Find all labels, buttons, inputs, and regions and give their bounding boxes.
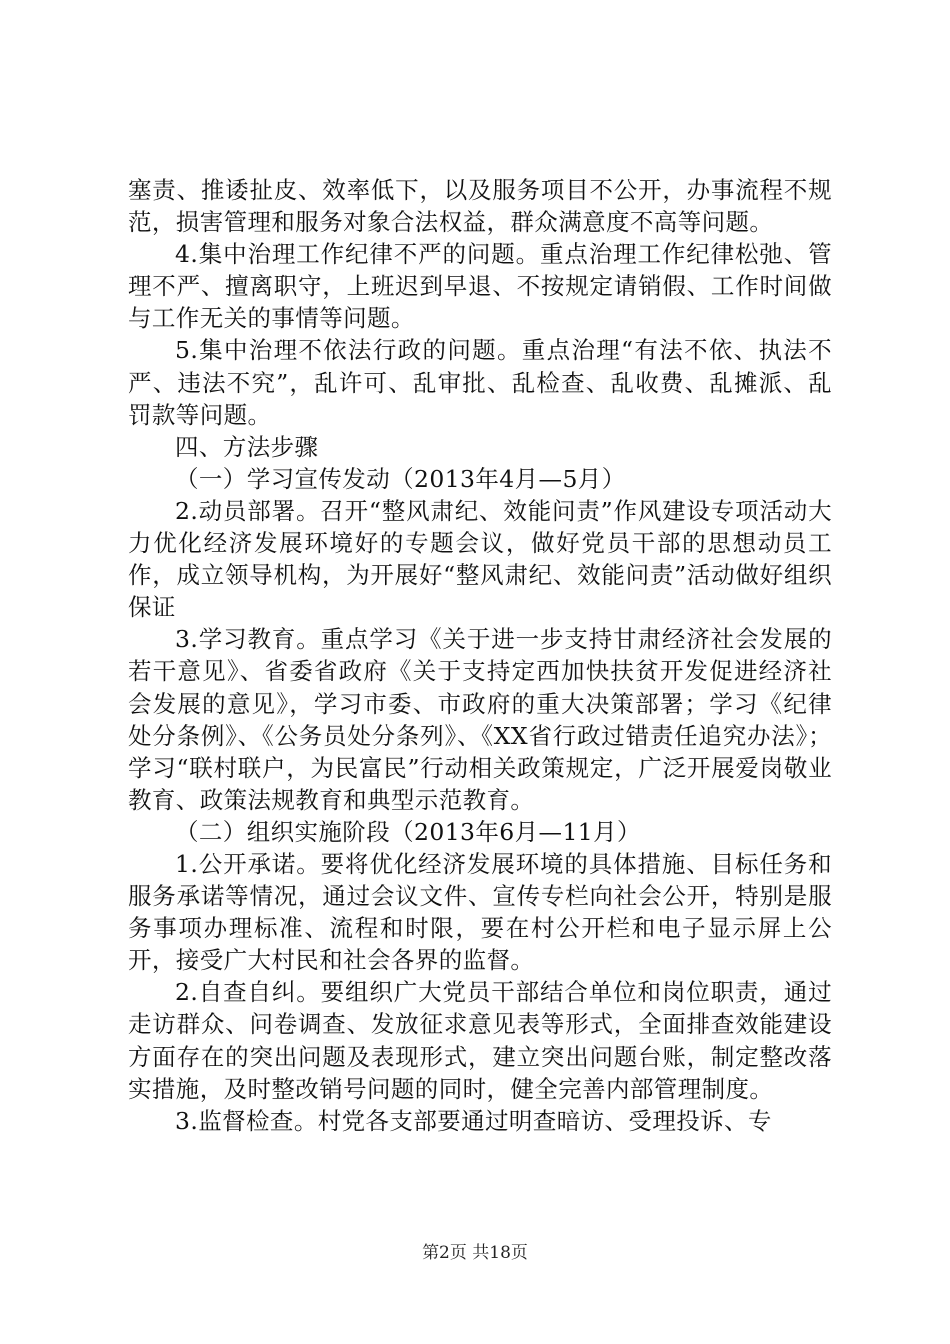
paragraph-item-4: 4.集中治理工作纪律不严的问题。重点治理工作纪律松弛、管理不严、擅离职守，上班迟到早退、不按规定请销假、工作时间做与工作无关的事情等问题。 [128, 240, 832, 333]
paragraph-commitment: 1.公开承诺。要将优化经济发展环境的具体措施、目标任务和服务承诺等情况，通过会议文件、宣传专栏向社会公开，特别是服务事项办理标准、流程和时限，要在村公开栏和电子显示屏上公开，接受广大村民和社会各界的监督。 [128, 849, 832, 975]
paragraph-item-5: 5.集中治理不依法行政的问题。重点治理“有法不依、执法不严、违法不究”，乱许可、乱审批、乱检查、乱收费、乱摊派、乱罚款等问题。 [128, 336, 832, 429]
paragraph-self-check: 2.自查自纠。要组织广大党员干部结合单位和岗位职责，通过走访群众、问卷调查、发放征求意见表等形式，全面排查效能建设方面存在的突出问题及表现形式，建立突出问题台账，制定整改落实措施，及时整改销号问题的同时，健全完善内部管理制度。 [128, 978, 832, 1103]
subsection-heading-1: （一）学习宣传发动（2013年4月—5月） [175, 464, 626, 493]
paragraph-supervision: 3.监督检查。村党各支部要通过明查暗访、受理投诉、专 [175, 1106, 772, 1135]
paragraph-study: 3.学习教育。重点学习《关于进一步支持甘肃经济社会发展的若干意见》、省委省政府《关于支持定西加快扶贫开发促进经济社会发展的意见》，学习市委、市政府的重大决策部署；学习《纪律处分条例》、《公务员处分条列》、《XX省行政过错责任追究办法》；学习“联村联户，为民富民”行动相关政策规定，广泛开展爱岗敬业教育、政策法规教育和典型示范教育。 [128, 625, 832, 814]
section-heading-methods: 四、方法步骤 [175, 432, 319, 461]
paragraph-continuation: 塞责、推诿扯皮、效率低下，以及服务项目不公开，办事流程不规范，损害管理和服务对象合法权益，群众满意度不高等问题。 [128, 176, 832, 237]
document-body [128, 174, 832, 1137]
paragraph-mobilization: 2.动员部署。召开“整风肃纪、效能问责”作风建设专项活动大力优化经济发展环境好的专题会议，做好党员干部的思想动员工作，成立领导机构，为开展好“整风肃纪、效能问责”活动做好组织保证 [128, 496, 832, 622]
page-footer: 第2页 共18页 [422, 1243, 528, 1263]
subsection-heading-2: （二）组织实施阶段（2013年6月—11月） [175, 817, 641, 846]
